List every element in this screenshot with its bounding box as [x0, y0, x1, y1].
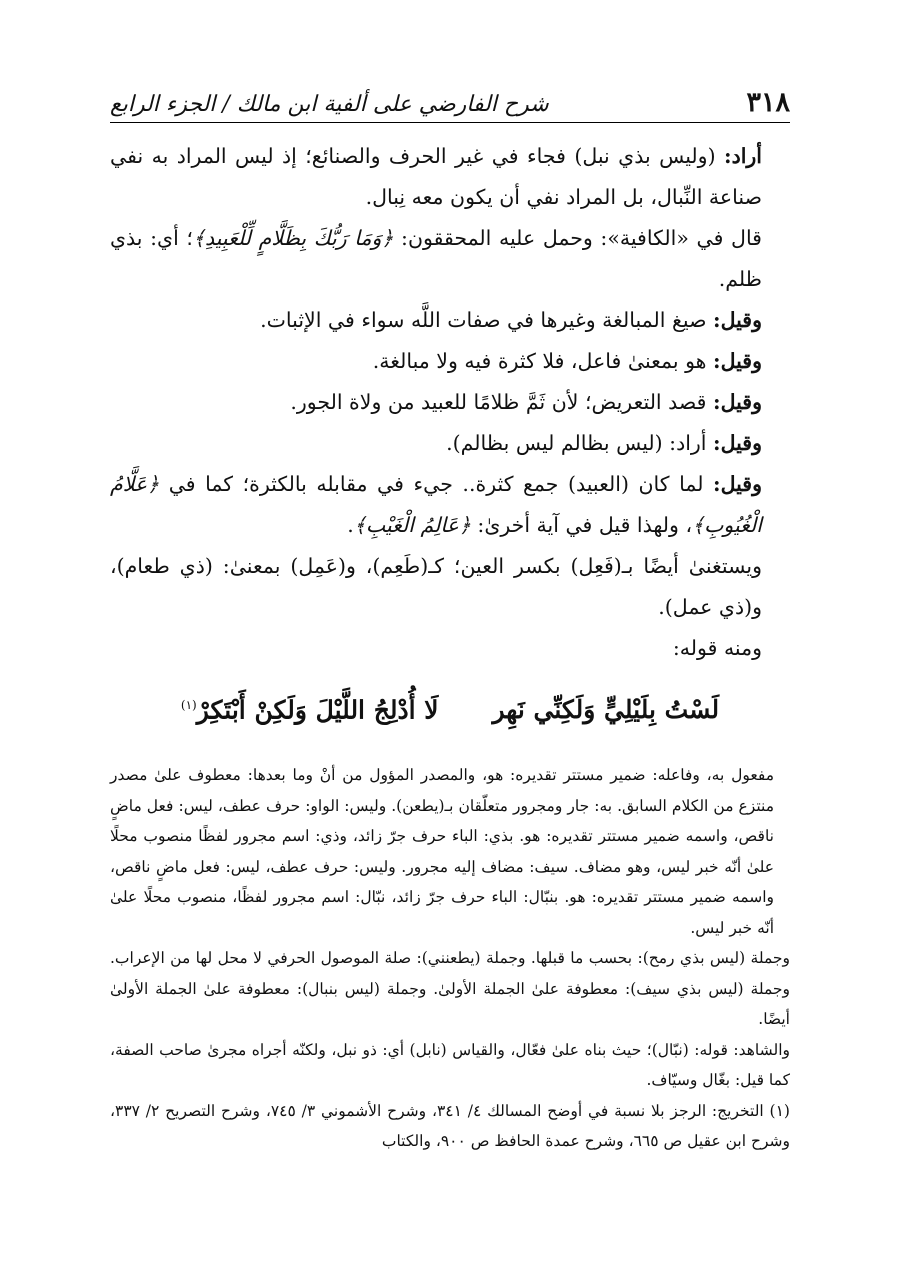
footnote-sources: (١) التخريج: الرجز بلا نسبة في أوضح المسالك ٤/ ٣٤١، وشرح الأشموني ٣/ ٧٤٥، وشرح التصريح ٢/ ٣٣٧، وشرح ابن عقيل ص ٦٦٥، وشرح عمدة الحافظ ص ٩٠٠، والكتاب — [110, 1101, 790, 1150]
main-text — [110, 136, 790, 738]
quran-quote: ﴿وَمَا رَبُّكَ بِظَلَّامٍ لِّلْعَبِيدِ﴾ — [192, 226, 394, 250]
opinion-2 — [110, 341, 790, 382]
opinion-4 — [110, 423, 790, 464]
keyword-qila: وقيل: — [713, 472, 762, 496]
opinion-text: هو بمعنىٰ فاعل، فلا كثرة فيه ولا مبالغة. — [372, 349, 714, 373]
paragraph-arad — [110, 136, 790, 218]
paragraph-kafiya — [110, 218, 790, 300]
opinion-text: . — [347, 513, 354, 537]
keyword-qila: وقيل: — [713, 308, 762, 332]
paragraph-text: ؛ أي: بذي ظلم. — [110, 226, 762, 291]
opinion-text: لما كان (العبيد) جمع كثرة.. جيء في مقابله بالكثرة؛ كما في — [159, 472, 714, 496]
keyword-qila: وقيل: — [713, 349, 762, 373]
opinion-text: ، ولهذا قيل في آية أخرىٰ: — [470, 513, 693, 537]
opinion-text: صيغ المبالغة وغيرها في صفات اللَّه سواء في الإثبات. — [260, 308, 714, 332]
opinion-5 — [110, 464, 790, 546]
quran-quote: ﴿عَالِمُ الْغَيْبِ﴾ — [353, 513, 471, 537]
footnote-marker: (١) — [180, 698, 197, 712]
keyword-qila: وقيل: — [713, 390, 762, 414]
keyword-arad: أراد: — [724, 144, 762, 168]
quran-quote: ﴿عَلَّامُ الْغُيُوبِ﴾ — [110, 472, 762, 537]
paragraph-fail: ويستغنىٰ أيضًا بـ(فَعِل) بكسر العين؛ كـ(طَعِم)، و(عَمِل) بمعنىٰ: (ذي طعام)، و(ذي عمل). — [110, 554, 762, 619]
poetry-verse — [110, 677, 790, 738]
footnote-sentences: وجملة (ليس بذي رمح): بحسب ما قبلها. وجملة (يطعنني): صلة الموصول الحرفي لا محل لها من الإعراب. وجملة (ليس بذي سيف): معطوفة علىٰ الجملة الأولىٰ. وجملة (ليس بنبال): معطوفة علىٰ الجملة الأولىٰ أيضًا. — [110, 949, 790, 1028]
page-header — [110, 68, 790, 116]
verse-hemistich-second: لَا أُدْلِجُ اللَّيْلَ وَلَكِنْ أَبْتَكِرْ — [196, 695, 439, 725]
opinion-1 — [110, 300, 790, 341]
paragraph-text: قال في «الكافية»: وحمل عليه المحققون: — [393, 226, 762, 250]
opinion-text: أراد: (ليس بظالم ليس بظالم). — [446, 431, 714, 455]
opinion-text: قصد التعريض؛ لأن ثَمَّ ظلامًا للعبيد من ولاة الجور. — [290, 390, 714, 414]
footnotes — [110, 760, 790, 1157]
header-divider — [110, 122, 790, 123]
keyword-qila: وقيل: — [713, 431, 762, 455]
verse-hemistich-first: لَسْتُ بِلَيْلِيٍّ وَلَكِنِّي نَهِر — [492, 695, 720, 725]
paragraph-verse-intro: ومنه قوله: — [672, 636, 762, 660]
running-title: شرح الفارضي على ألفية ابن مالك / الجزء الرابع — [110, 92, 549, 117]
page-number: ٣١٨ — [746, 87, 790, 118]
opinion-3 — [110, 382, 790, 423]
paragraph-text: (وليس بذي نبل) فجاء في غير الحرف والصنائع؛ إذ ليس المراد به نفي صناعة النِّبال، بل المراد نفي أن يكون معه نِبال. — [110, 144, 762, 209]
footnote-parsing: مفعول به، وفاعله: ضمير مستتر تقديره: هو، والمصدر المؤول من أنْ وما بعدها: معطوف علىٰ مصدر منتزع من الكلام السابق. به: جار ومجرور متعلّقان بـ(يطعن). وليس: الواو: حرف عطف، ليس: فعل ماضٍ ناقص، واسمه ضمير مستتر تقديره: هو. بذي: الباء حرف جرّ زائد، وذي: اسم مجرور لفظًا منصوب محلًا علىٰ أنّه خبر ليس، وهو مضاف. سيف: مضاف إليه مجرور. وليس: حرف عطف، ليس: فعل ماضٍ ناقص، واسمه ضمير مستتر تقديره: هو. بنبّال: الباء حرف جرّ زائد، نبّال: اسم مجرور لفظًا، منصوب محلًا علىٰ أنّه خبر ليس. — [110, 766, 774, 937]
footnote-evidence: والشاهد: قوله: (نبّال)؛ حيث بناه علىٰ فعّال، والقياس (نابل) أي: ذو نبل، ولكنّه أجراه مجرىٰ صاحب الصفة، كما قيل: بغّال وسيّاف. — [110, 1040, 790, 1089]
